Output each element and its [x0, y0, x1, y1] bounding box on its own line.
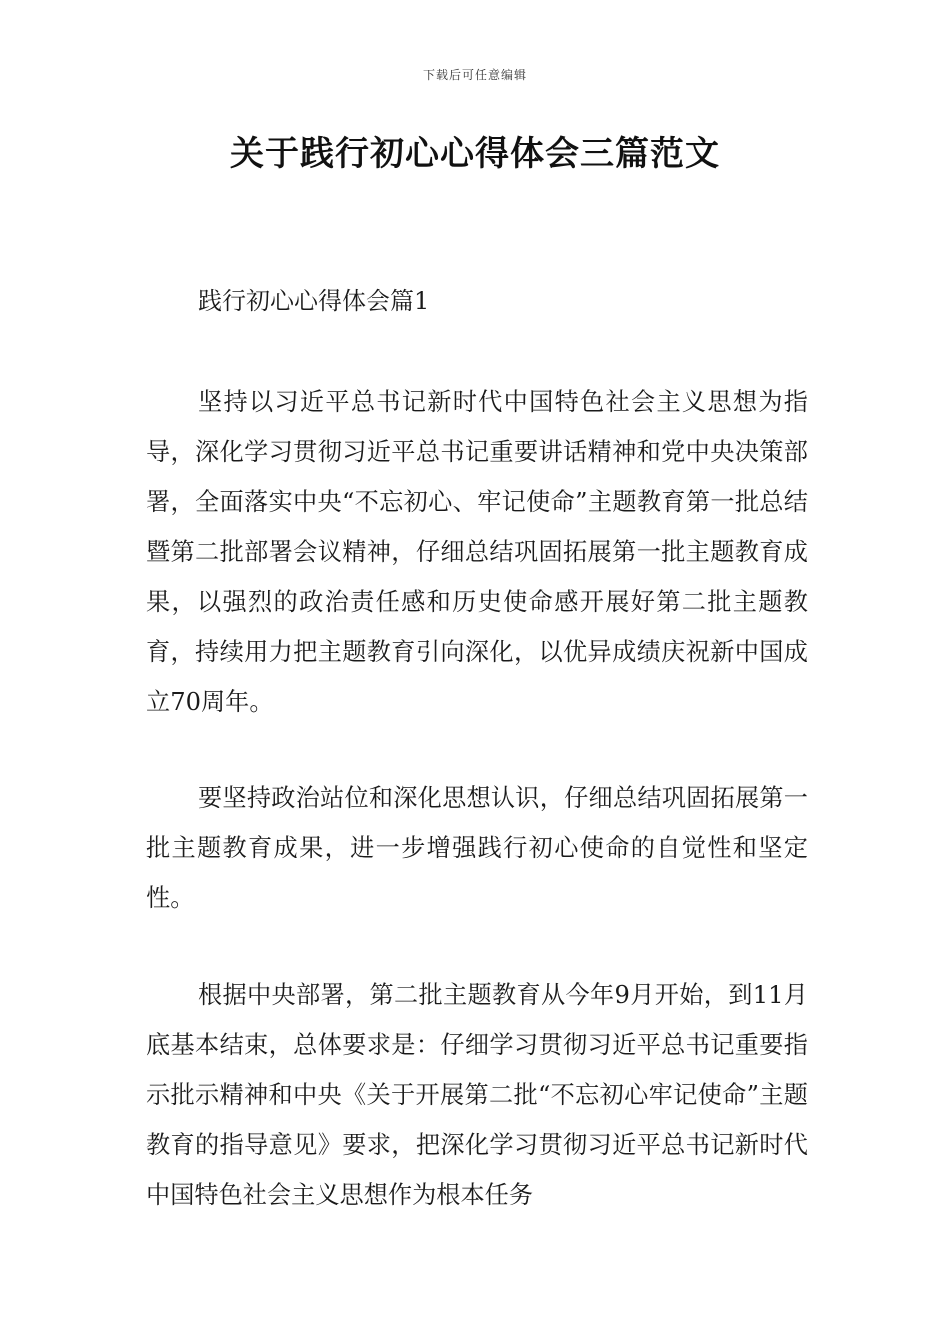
paragraph-2: 要坚持政治站位和深化思想认识，仔细总结巩固拓展第一批主题教育成果，进一步增强践行初心使命的自觉性和坚定性。: [146, 784, 808, 912]
section-heading: 践行初心心得体会篇1: [198, 287, 430, 315]
header-note: 下载后可任意编辑: [422, 68, 527, 82]
paragraph-1: 坚持以习近平总书记新时代中国特色社会主义思想为指导，深化学习贯彻习近平总书记重要讲话精神和党中央决策部署，全面落实中央“不忘初心、牢记使命”主题教育第一批总结暨第二批部署会议精神，仔细总结巩固拓展第一批主题教育成果，以强烈的政治责任感和历史使命感开展好第二批主题教育，持续用力把主题教育引向深化，以优异成绩庆祝新中国成立70周年。: [146, 388, 808, 716]
paragraph-3: 根据中央部署，第二批主题教育从今年9月开始，到11月底基本结束，总体要求是：仔细学习贯彻习近平总书记重要指示批示精神和中央《关于开展第二批“不忘初心牢记使命”主题教育的指导意见》要求，把深化学习贯彻习近平总书记新时代中国特色社会主义思想作为根本任务: [146, 981, 808, 1209]
document-title: 关于践行初心心得体会三篇范文: [230, 134, 720, 174]
